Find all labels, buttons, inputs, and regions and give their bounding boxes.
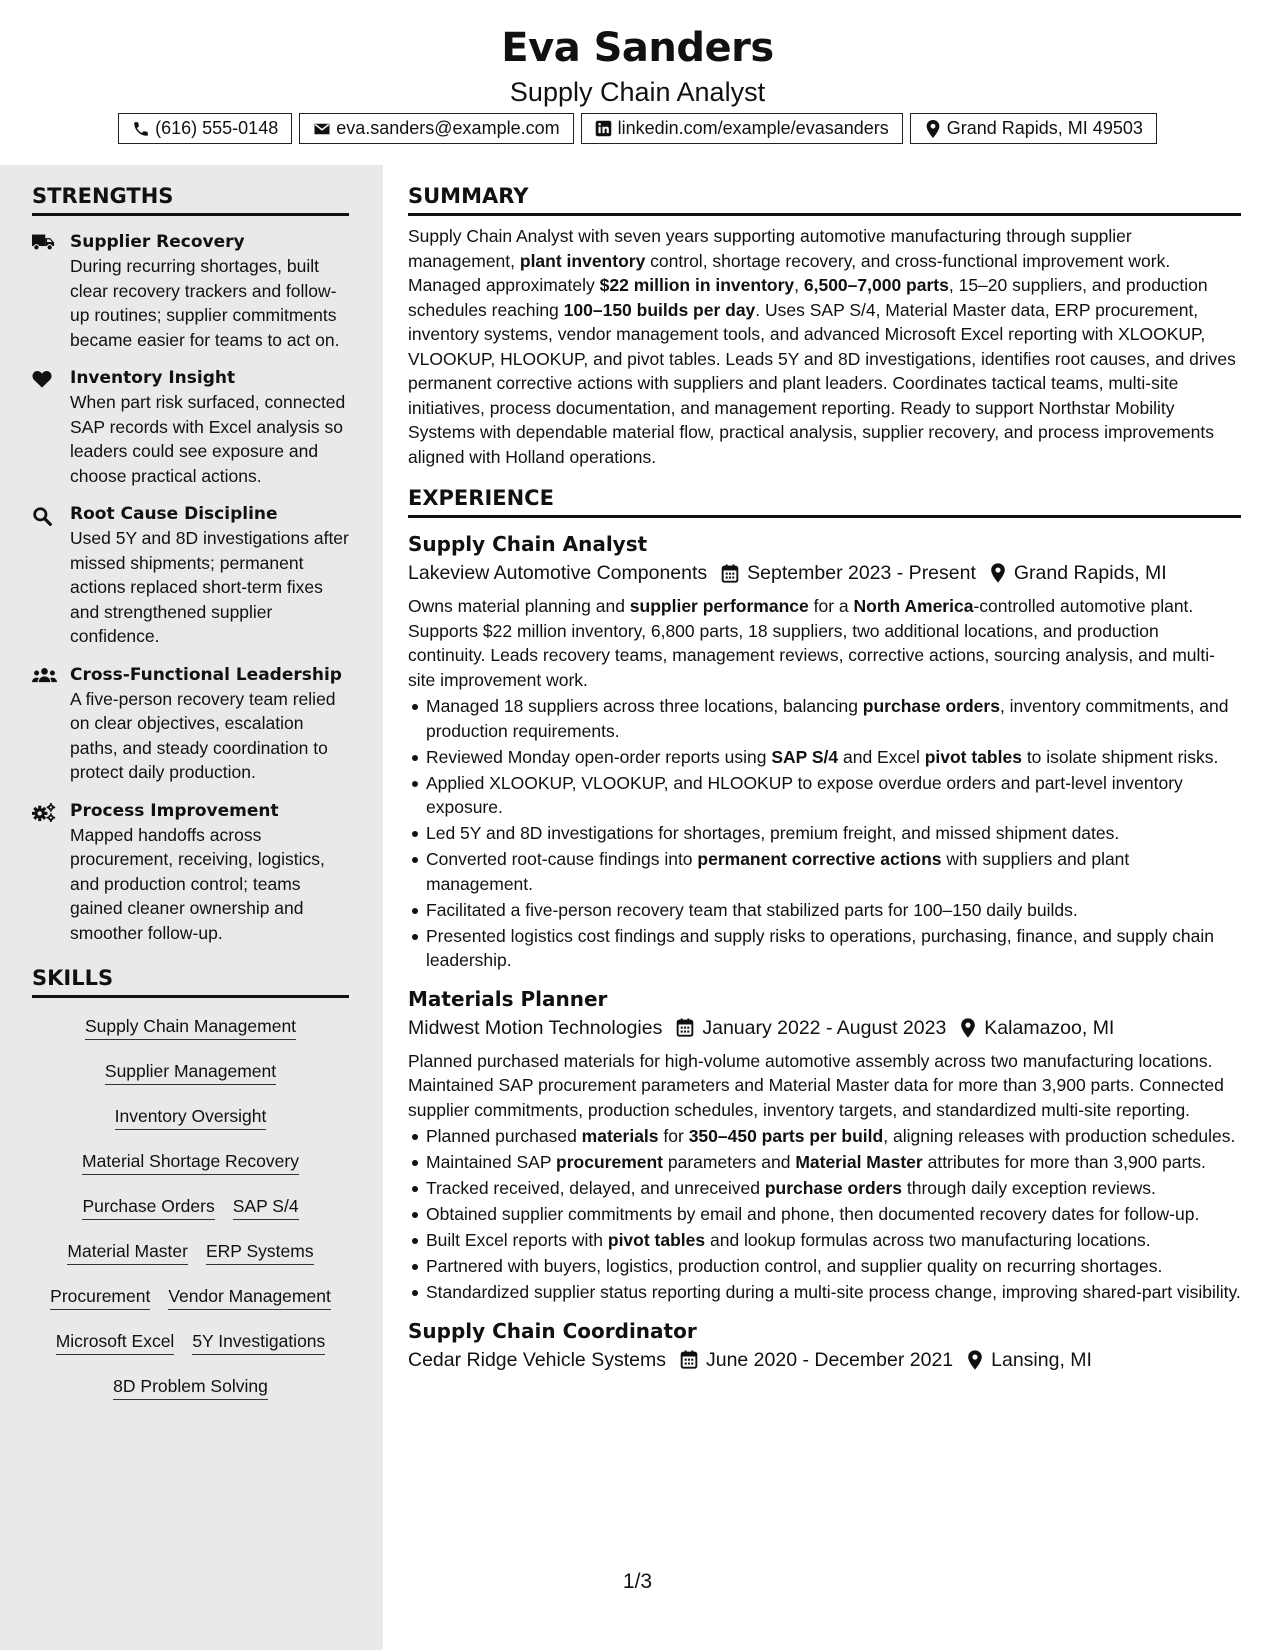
calendar-icon — [721, 564, 739, 583]
text-run: , — [794, 275, 804, 295]
strength-desc: During recurring shortages, built clear recovery trackers and follow-up routines; supplier commitments became easier for teams to act on. — [70, 256, 340, 350]
skill-tag: ERP Systems — [206, 1239, 314, 1265]
text-run: Maintained SAP — [426, 1152, 557, 1172]
list-item — [408, 1124, 1241, 1149]
contact-phone-text: (616) 555-0148 — [155, 118, 279, 138]
strength-desc: A five-person recovery team relied on clear objectives, escalation paths, and steady coordination to protect daily production. — [70, 688, 336, 782]
emphasis-text: 350–450 parts per build — [688, 1126, 884, 1146]
job-description — [408, 1049, 1241, 1123]
experience-heading: EXPERIENCE — [408, 485, 1241, 518]
job-company: Lakeview Automotive Components — [408, 562, 708, 584]
emphasis-text: plant inventory — [519, 250, 646, 271]
emphasis-text: 6,500–7,000 parts — [803, 275, 949, 295]
skill-tag: Microsoft Excel — [56, 1329, 175, 1355]
strength-desc: Used 5Y and 8D investigations after missed shipments; permanent actions replaced short-term fixes and strengthened supplier confidence. — [70, 528, 349, 646]
emphasis-text: Material Master — [795, 1152, 923, 1172]
text-run: Supply Chain Analyst with seven years supporting automotive manufacturing through supplier management, — [408, 226, 1132, 271]
list-item — [408, 1254, 1241, 1279]
text-run: Reviewed Monday open-order reports using — [426, 746, 772, 767]
skill-tag: Material Master — [67, 1239, 188, 1265]
phone-icon — [132, 120, 150, 138]
skill-tag: 5Y Investigations — [192, 1329, 325, 1355]
list-item — [408, 847, 1241, 896]
strength-title: Process Improvement — [70, 800, 279, 821]
text-run: control, shortage recovery, and cross-functional improvement work. Managed approximately — [408, 250, 1171, 295]
text-run: Standardized supplier status reporting during a multi-site process change, improving shared-part visibility. — [426, 1282, 1241, 1302]
job-dates: January 2022 - August 2023 — [702, 1016, 947, 1039]
list-item — [408, 694, 1241, 743]
emphasis-text: North America — [853, 596, 974, 616]
job-bullets — [408, 694, 1241, 973]
strength-item — [32, 503, 349, 649]
text-run: Tracked received, delayed, and unreceived — [426, 1178, 765, 1198]
text-run: Planned purchased — [426, 1126, 582, 1146]
job-meta — [408, 1013, 1241, 1043]
job-meta — [408, 558, 1241, 588]
contact-location — [910, 113, 1157, 144]
text-run: Managed 18 suppliers across three locations, balancing — [426, 696, 863, 716]
users-icon — [32, 664, 70, 785]
strength-title: Root Cause Discipline — [70, 504, 278, 524]
contact-phone — [118, 113, 292, 144]
skill-tag: SAP S/4 — [233, 1194, 299, 1220]
text-run: , inventory commitments, and production requirements. — [426, 696, 1229, 741]
linkedin-icon — [595, 120, 613, 138]
strength-title: Inventory Insight — [70, 368, 236, 388]
heart-icon — [32, 367, 70, 488]
text-run: Obtained supplier commitments by email and phone, then documented recovery dates for follow-up. — [426, 1204, 1200, 1224]
text-run: Owns material planning and — [408, 596, 630, 616]
text-run: -controlled automotive plant. Supports $22 million inventory, 6,800 parts, 18 suppliers, two additional locations, and production continuity. Leads recovery teams, management reviews, corrective actions, sourcing analysis, and multi-site improvement work. — [408, 596, 1215, 690]
list-item — [408, 1280, 1241, 1305]
map-pin-icon — [960, 1018, 976, 1038]
envelope-icon — [313, 120, 331, 138]
contact-linkedin-text: linkedin.com/example/evasanders — [617, 118, 889, 138]
strengths-heading: STRENGTHS — [32, 183, 349, 216]
strength-item — [32, 367, 349, 488]
map-pin-icon — [924, 120, 942, 138]
text-run: , 15–20 suppliers, and production schedules reaching — [408, 275, 1208, 320]
text-run: attributes for more than 3,900 parts. — [922, 1152, 1206, 1172]
emphasis-text: permanent corrective actions — [697, 849, 942, 869]
job-entry — [408, 1317, 1241, 1375]
contact-location-text: Grand Rapids, MI 49503 — [946, 118, 1143, 138]
text-run: and lookup formulas across two manufacturing locations. — [705, 1230, 1151, 1250]
job-location: Kalamazoo, MI — [984, 1016, 1115, 1039]
job-bullets — [408, 1124, 1241, 1305]
text-run: parameters and — [663, 1152, 796, 1172]
text-run: to isolate shipment risks. — [1021, 746, 1219, 767]
text-run: . Uses SAP S/4, Material Master data, ERP procurement, inventory systems, vendor management tools, and advanced Microsoft Excel reporting with XLOOKUP, VLOOKUP, HLOOKUP, and pivot tables. Leads 5Y and 8D investigations, identifies root causes, and drives permanent corrective actions with suppliers and plant leaders. Coordinates tactical teams, multi-site initiatives, process documentation, and management reporting. Ready to support Northstar Mobility Systems with dependable material flow, practical analysis, supplier recovery, and process improvements aligned with Holland operations. — [408, 299, 1236, 467]
page-number: 1/3 — [622, 1570, 653, 1593]
summary-text — [408, 224, 1241, 469]
text-run: Built Excel reports with — [426, 1230, 608, 1250]
experience-list — [383, 530, 1275, 1375]
list-item — [408, 1202, 1241, 1227]
candidate-name: Eva Sanders — [501, 25, 774, 71]
text-run: through daily exception reviews. — [902, 1178, 1156, 1198]
skill-tag: Supply Chain Management — [85, 1014, 296, 1040]
job-dates: September 2023 - Present — [747, 562, 976, 584]
list-item — [408, 898, 1241, 923]
contact-linkedin[interactable] — [581, 113, 903, 144]
list-item — [408, 1176, 1241, 1201]
list-item — [408, 924, 1241, 973]
job-title: Supply Chain Coordinator — [408, 1318, 697, 1343]
emphasis-text: procurement — [556, 1152, 664, 1172]
skill-tag: Inventory Oversight — [115, 1104, 267, 1130]
job-entry — [408, 985, 1241, 1305]
emphasis-text: 100–150 builds per day — [563, 299, 756, 320]
emphasis-text: $22 million in inventory — [599, 275, 795, 295]
calendar-icon — [680, 1350, 698, 1369]
job-location: Grand Rapids, MI — [1013, 562, 1167, 584]
skills-heading: SKILLS — [32, 965, 349, 998]
sidebar — [0, 165, 383, 1650]
main-content — [383, 165, 1275, 1650]
skills-list — [32, 1014, 349, 1419]
strength-title: Cross-Functional Leadership — [70, 664, 342, 685]
calendar-icon — [676, 1018, 694, 1037]
text-run: Facilitated a five-person recovery team that stabilized parts for 100–150 daily builds. — [426, 899, 1078, 920]
job-meta — [408, 1345, 1241, 1375]
emphasis-text: pivot tables — [924, 746, 1022, 767]
text-run: and Excel — [838, 746, 925, 767]
skill-tag: 8D Problem Solving — [113, 1374, 268, 1400]
text-run: Planned purchased materials for high-volume automotive assembly across two manufacturing locations. Maintained SAP procurement parameters and Material Master data for more than 3,900 parts. Connected supplier commitments, production schedules, inventory targets, and standardized multi-site reporting. — [408, 1050, 1224, 1120]
emphasis-text: purchase orders — [764, 1178, 902, 1198]
skill-tag: Material Shortage Recovery — [82, 1149, 299, 1175]
skill-tag: Procurement — [50, 1284, 150, 1310]
map-pin-icon — [990, 563, 1006, 583]
job-entry — [408, 530, 1241, 973]
job-company: Midwest Motion Technologies — [408, 1016, 663, 1039]
strength-desc: When part risk surfaced, connected SAP records with Excel analysis so leaders could see exposure and choose practical actions. — [70, 392, 346, 486]
contact-bar — [0, 113, 1275, 144]
job-title: Supply Chain Analyst — [408, 532, 648, 556]
emphasis-text: materials — [581, 1126, 659, 1146]
list-item — [408, 821, 1241, 846]
strength-title: Supplier Recovery — [70, 232, 245, 252]
job-description — [408, 594, 1241, 692]
resume-header — [0, 20, 1275, 108]
strength-item — [32, 664, 349, 785]
job-location: Lansing, MI — [991, 1348, 1092, 1371]
text-run: , aligning releases with production schedules. — [883, 1126, 1236, 1146]
list-item — [408, 1150, 1241, 1175]
summary-heading: SUMMARY — [408, 183, 1241, 216]
emphasis-text: supplier performance — [629, 596, 809, 616]
text-run: for a — [808, 596, 854, 616]
search-icon — [32, 503, 70, 649]
list-item — [408, 745, 1241, 770]
text-run: with suppliers and plant management. — [426, 849, 1130, 894]
skill-tag: Purchase Orders — [82, 1194, 214, 1220]
emphasis-text: purchase orders — [862, 696, 1000, 716]
text-run: for — [658, 1126, 689, 1146]
skill-tag: Vendor Management — [168, 1284, 330, 1310]
text-run: Converted root-cause findings into — [426, 849, 698, 869]
contact-email-text: eva.sanders@example.com — [336, 118, 560, 138]
candidate-title: Supply Chain Analyst — [509, 77, 766, 107]
skill-tag: Supplier Management — [105, 1059, 276, 1085]
map-pin-icon — [967, 1350, 983, 1370]
strength-desc: Mapped handoffs across procurement, receiving, logistics, and production control; teams gained cleaner ownership and smoother follow-up. — [70, 824, 325, 943]
text-run: Partnered with buyers, logistics, production control, and supplier quality on recurring shortages. — [426, 1256, 1163, 1276]
text-run: Applied XLOOKUP, VLOOKUP, and HLOOKUP to expose overdue orders and part-level inventory exposure. — [426, 772, 1183, 817]
job-company: Cedar Ridge Vehicle Systems — [408, 1348, 666, 1371]
list-item — [408, 1228, 1241, 1253]
contact-email[interactable] — [299, 113, 573, 144]
truck-icon — [32, 231, 70, 352]
emphasis-text: SAP S/4 — [771, 746, 839, 767]
job-title: Materials Planner — [408, 986, 608, 1011]
strength-item — [32, 231, 349, 352]
text-run: Presented logistics cost findings and supply risks to operations, purchasing, finance, and supply chain leadership. — [426, 925, 1214, 970]
gears-icon — [32, 800, 70, 946]
list-item — [408, 771, 1241, 820]
job-dates: June 2020 - December 2021 — [705, 1348, 954, 1371]
strength-item — [32, 800, 349, 946]
emphasis-text: pivot tables — [607, 1230, 706, 1250]
text-run: Led 5Y and 8D investigations for shortages, premium freight, and missed shipment dates. — [426, 823, 1120, 843]
